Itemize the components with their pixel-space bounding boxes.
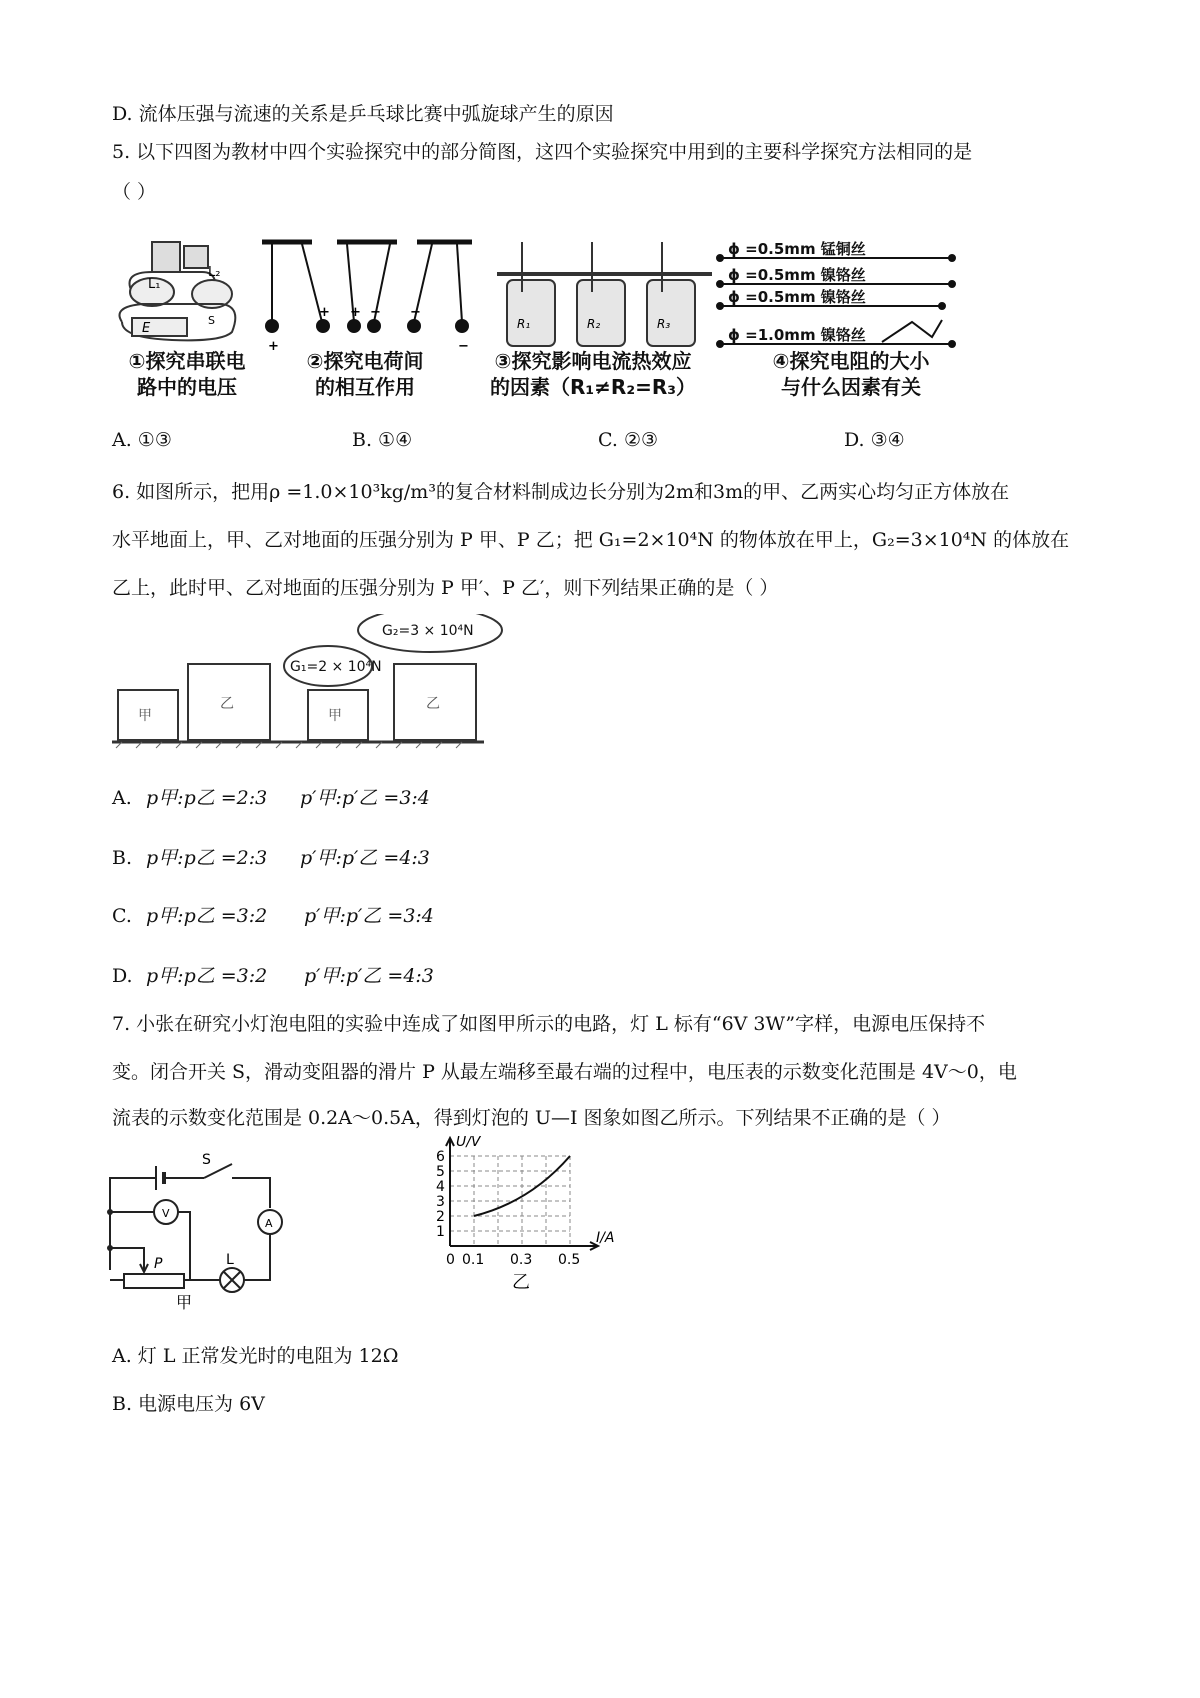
q5-option-a: A. ①③ <box>112 429 172 451</box>
ball-2 <box>316 319 330 333</box>
circuit-caption: 甲 <box>176 1293 193 1310</box>
graph-caption: 乙 <box>512 1272 530 1293</box>
xtick-0: 0 <box>446 1252 455 1268</box>
circuit-p-label: P <box>154 1256 163 1272</box>
circuit-ammeter-label: A <box>265 1217 273 1230</box>
fig2-balls <box>265 319 469 333</box>
ytick-2: 2 <box>436 1209 445 1225</box>
block-yi-2: 乙 <box>426 696 440 712</box>
fig1-circuit <box>120 242 236 340</box>
fig1-caption <box>112 348 262 400</box>
q5-option-d: D. ③④ <box>844 429 905 451</box>
fig1-l1: L₁ <box>148 277 161 292</box>
q7-option-b: B. 电源电压为 6V <box>112 1393 265 1415</box>
charge-6: − <box>458 339 469 354</box>
q5-stem: 5. 以下四图为教材中四个实验探究中的部分简图，这四个实验探究中用到的主要科学探究方法相同的是 <box>112 141 973 163</box>
q6-line1: 6. 如图所示，把用ρ =1.0×10³kg/m³的复合材料制成边长分别为2m和3m的甲、乙两实心均匀正方体放在 <box>112 481 1010 503</box>
ytick-1: 1 <box>436 1224 445 1240</box>
fig2-caption <box>290 348 440 400</box>
fig1-caption-line2: 路中的电压 <box>137 375 237 399</box>
graph-grid <box>450 1156 570 1246</box>
q6-option-b-right: p′甲:p′乙 =4:3 <box>300 847 430 869</box>
block-yi-1: 乙 <box>220 696 234 712</box>
fig4-caption-line2: 与什么因素有关 <box>781 375 921 399</box>
fig1-e: E <box>142 321 151 336</box>
circuit-s-label: S <box>202 1152 211 1168</box>
wire-label-4: ϕ =1.0mm 镍铬丝 <box>728 326 866 344</box>
circuit-l-label: L <box>226 1252 234 1268</box>
q6-option-c-label: C. <box>112 905 132 927</box>
fig3-caption-line1: ③探究影响电流热效应 <box>494 349 692 373</box>
q6-option-a-right: p′甲:p′乙 =3:4 <box>300 787 430 809</box>
block-jia-2: 甲 <box>328 708 342 724</box>
fig3-r2: R₂ <box>587 317 601 331</box>
q5-option-c: C. ②③ <box>598 429 659 451</box>
ytick-6: 6 <box>436 1149 445 1165</box>
fig4-caption-line1: ④探究电阻的大小 <box>772 349 930 373</box>
q6-option-c-right: p′甲:p′乙 =3:4 <box>304 905 434 927</box>
ball-3 <box>347 319 361 333</box>
weight-g2: G₂=3 × 10⁴N <box>382 623 474 639</box>
charge-5: − <box>410 305 421 320</box>
ytick-4: 4 <box>436 1179 445 1195</box>
q6-option-d-left: p甲:p乙 =3:2 <box>146 965 268 987</box>
ytick-3: 3 <box>436 1194 445 1210</box>
weight-g1: G₁=2 × 10⁴N <box>290 659 382 675</box>
fig3-r3: R₃ <box>657 317 671 331</box>
q5-option-b: B. ①④ <box>352 429 413 451</box>
q7-line1: 7. 小张在研究小灯泡电阻的实验中连成了如图甲所示的电路，灯 L 标有“6V 3W”字样，电源电压保持不 <box>112 1013 986 1035</box>
wire-label-1: ϕ =0.5mm 锰铜丝 <box>728 240 866 258</box>
fig1-l2: L₂ <box>208 265 221 280</box>
q6-option-d-label: D. <box>112 965 133 987</box>
q6-figure <box>112 614 532 754</box>
q4-option-d: D. 流体压强与流速的关系是乒乓球比赛中弧旋球产生的原因 <box>112 103 614 125</box>
q6-option-b-label: B. <box>112 847 133 869</box>
fig1-caption-line1: ①探究串联电 <box>128 349 246 373</box>
q7-option-a: A. 灯 L 正常发光时的电阻为 12Ω <box>112 1345 399 1367</box>
ball-1 <box>265 319 279 333</box>
q7-line3: 流表的示数变化范围是 0.2A～0.5A，得到灯泡的 U—I 图象如图乙所示。下列结果不正确的是（ ） <box>112 1107 951 1129</box>
ball-4 <box>367 319 381 333</box>
ball-5 <box>407 319 421 333</box>
xtick-0-1: 0.1 <box>462 1252 485 1268</box>
wire-label-2: ϕ =0.5mm 镍铬丝 <box>728 266 866 284</box>
charge-3: + <box>350 305 361 320</box>
fig3-caption-line2: 的因素（R₁≠R₂=R₃） <box>490 375 696 399</box>
q7-line2: 变。闭合开关 S，滑动变阻器的滑片 P 从最左端移至最右端的过程中，电压表的示数变化范围是 4V～0，电 <box>112 1061 1017 1083</box>
q7-circuit <box>104 1150 304 1310</box>
q7-graph <box>420 1136 640 1326</box>
xtick-0-3: 0.3 <box>510 1252 533 1268</box>
q5-paren: （ ） <box>112 181 157 203</box>
ytick-5: 5 <box>436 1164 445 1180</box>
ball-6 <box>455 319 469 333</box>
q6-option-a-left: p甲:p乙 =2:3 <box>146 787 268 809</box>
fig4-caption <box>736 348 966 400</box>
q6-option-b-left: p甲:p乙 =2:3 <box>146 847 268 869</box>
charge-4: − <box>370 305 381 320</box>
q6-line3: 乙上，此时甲、乙对地面的压强分别为 P 甲′、P 乙′，则下列结果正确的是（ ） <box>112 577 779 599</box>
graph-ylabel: U/V <box>456 1136 481 1150</box>
q6-option-a-label: A. <box>112 787 132 809</box>
block-jia-1: 甲 <box>138 708 152 724</box>
fig1-s: S <box>208 314 215 327</box>
fig2-pendulums <box>262 242 472 322</box>
q6-option-d-right: p′甲:p′乙 =4:3 <box>304 965 434 987</box>
q6-line2: 水平地面上，甲、乙对地面的压强分别为 P 甲、P 乙；把 G₁=2×10⁴N 的物体放在甲上，G₂=3×10⁴N 的体放在 <box>112 529 1070 551</box>
circuit-voltmeter-label: V <box>162 1207 170 1220</box>
graph-xlabel: I/A <box>596 1230 615 1246</box>
xtick-0-5: 0.5 <box>558 1252 581 1268</box>
fig3-caption <box>478 348 708 400</box>
charge-1: + <box>268 339 279 354</box>
wire-label-3: ϕ =0.5mm 镍铬丝 <box>728 288 866 306</box>
fig3-r1: R₁ <box>517 317 531 331</box>
fig2-caption-line2: 的相互作用 <box>315 375 415 399</box>
charge-2: + <box>319 305 330 320</box>
q6-option-c-left: p甲:p乙 =3:2 <box>146 905 268 927</box>
fig2-caption-line1: ②探究电荷间 <box>306 349 424 373</box>
